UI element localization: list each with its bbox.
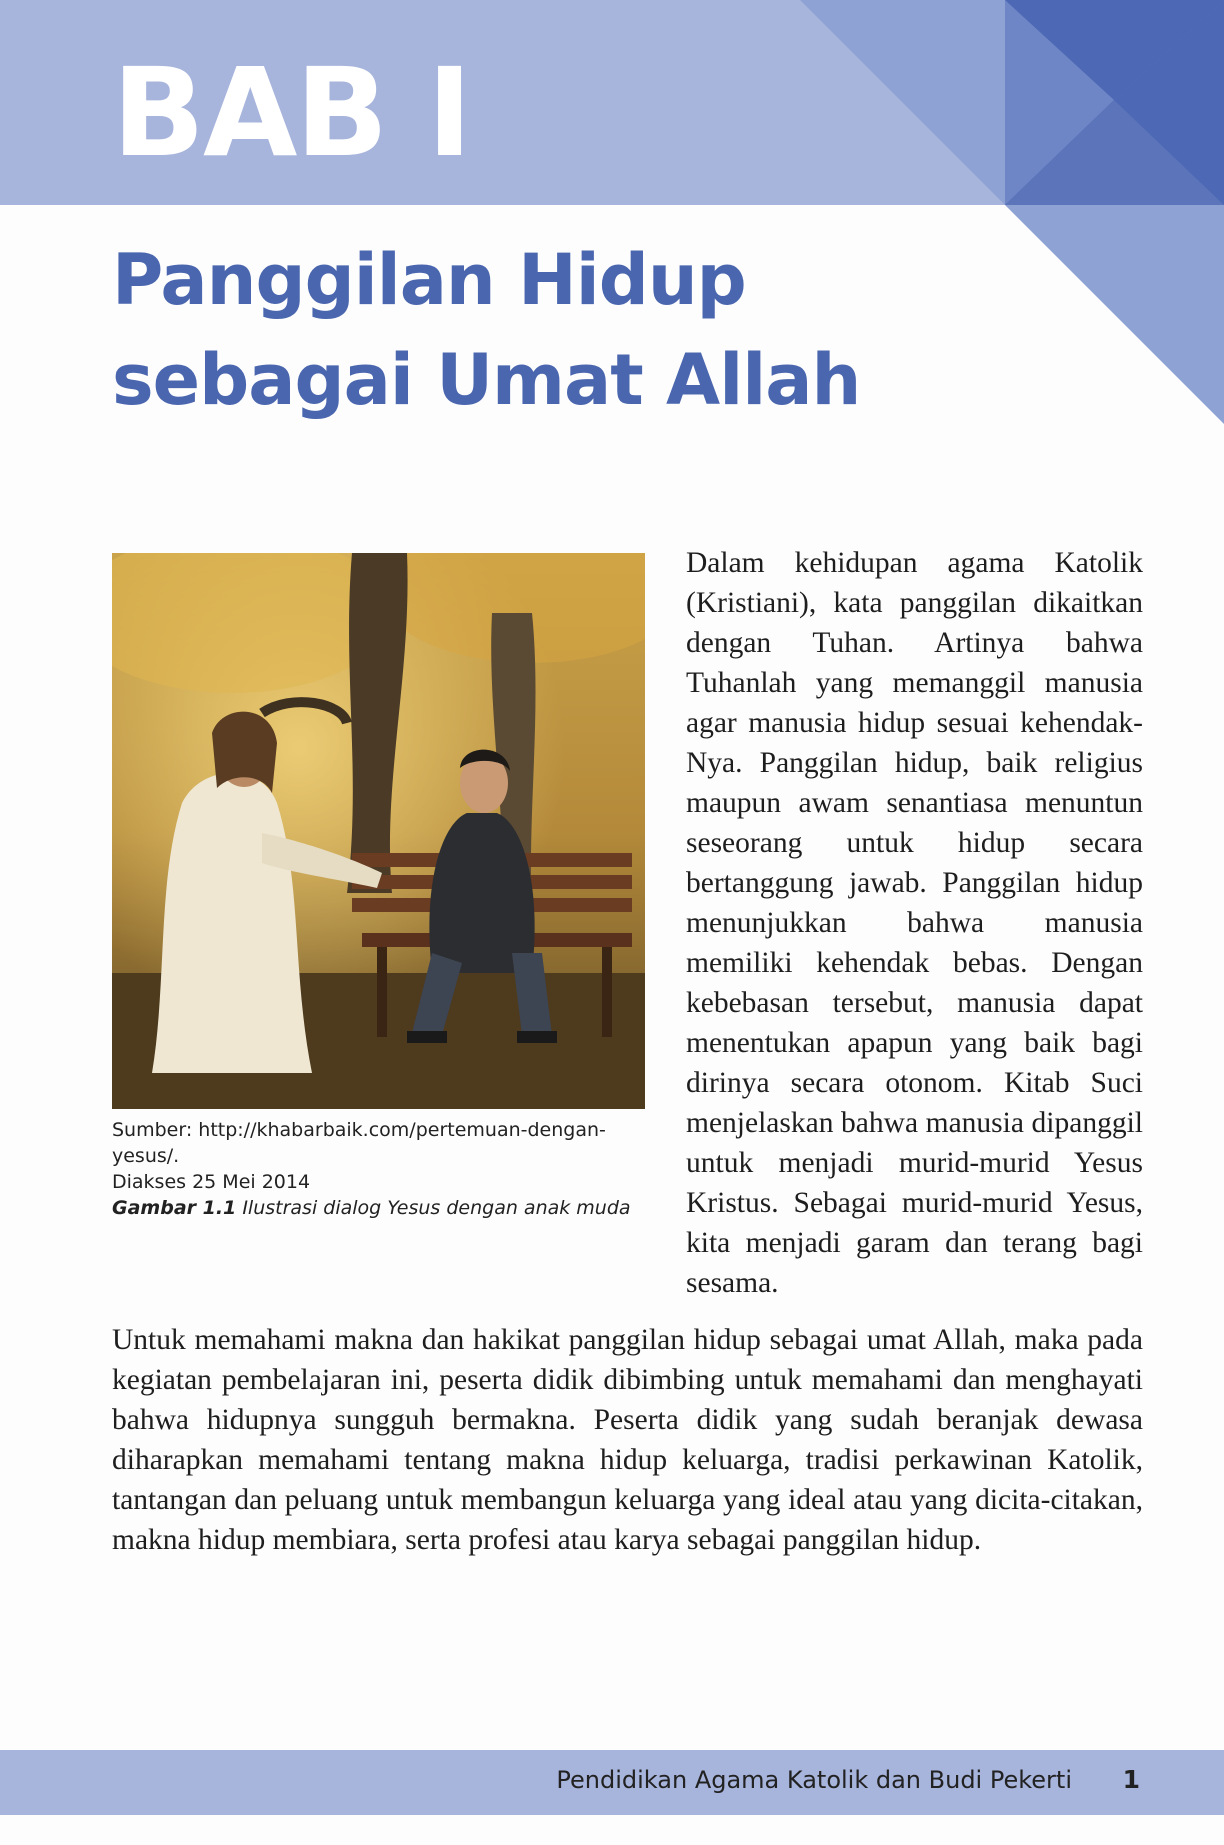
page-number: 1 xyxy=(1122,1765,1140,1794)
footer-band xyxy=(0,1750,1224,1815)
chapter-title-line2: sebagai Umat Allah xyxy=(112,339,861,421)
chapter-label: BAB I xyxy=(112,42,471,184)
figure-caption xyxy=(112,1117,645,1221)
figure-label: Gambar 1.1 xyxy=(112,1197,237,1219)
caption-source-line2: yesus/. xyxy=(112,1145,180,1167)
chapter-title xyxy=(112,230,860,430)
caption-figure-line xyxy=(112,1195,645,1221)
caption-accessed: Diakses 25 Mei 2014 xyxy=(112,1171,311,1193)
footer-book-title: Pendidikan Agama Katolik dan Budi Pekerti xyxy=(556,1766,1072,1794)
body-paragraph: Untuk memahami makna dan hakikat panggilan hidup sebagai umat Allah, maka pada kegiatan pembelajaran ini, peserta didik dibimbing untuk memahami dan menghayati bahwa hidupnya sungguh bermakna. Peserta didik yang sudah beranjak dewasa diharapkan memahami tentang makna hidup keluarga, tradisi perkawinan Katolik, tantangan dan peluang untuk membangun keluarga yang ideal atau yang dicita-citakan, makna hidup membiara, serta profesi atau karya sebagai panggilan hidup. xyxy=(112,1324,1143,1556)
figure xyxy=(112,553,645,1221)
chapter-title-line1: Panggilan Hidup xyxy=(112,239,746,321)
illustration-jesus-dialog xyxy=(112,553,645,1109)
caption-source-line1: Sumber: http://khabarbaik.com/pertemuan-dengan- xyxy=(112,1119,606,1141)
figure-description: Ilustrasi dialog Yesus dengan anak muda xyxy=(242,1197,631,1219)
intro-paragraph: Dalam kehidupan agama Katolik (Kristiani), kata panggilan dikaitkan dengan Tuhan. Artinya bahwa Tuhanlah yang memanggil manusia agar manusia hidup sesuai kehendak-Nya. Panggilan hidup, baik religius maupun awam senantiasa menuntun seseorang untuk hidup secara bertanggung jawab. Panggilan hidup menunjukkan bahwa manusia memiliki kehendak bebas. Dengan kebebasan tersebut, manusia dapat menentukan apapun yang baik bagi dirinya secara otonom. Kitab Suci menjelaskan bahwa manusia dipanggil untuk menjadi murid-murid Yesus Kristus. Sebagai murid-murid Yesus, kita menjadi garam dan terang bagi sesama. xyxy=(686,547,1143,1299)
